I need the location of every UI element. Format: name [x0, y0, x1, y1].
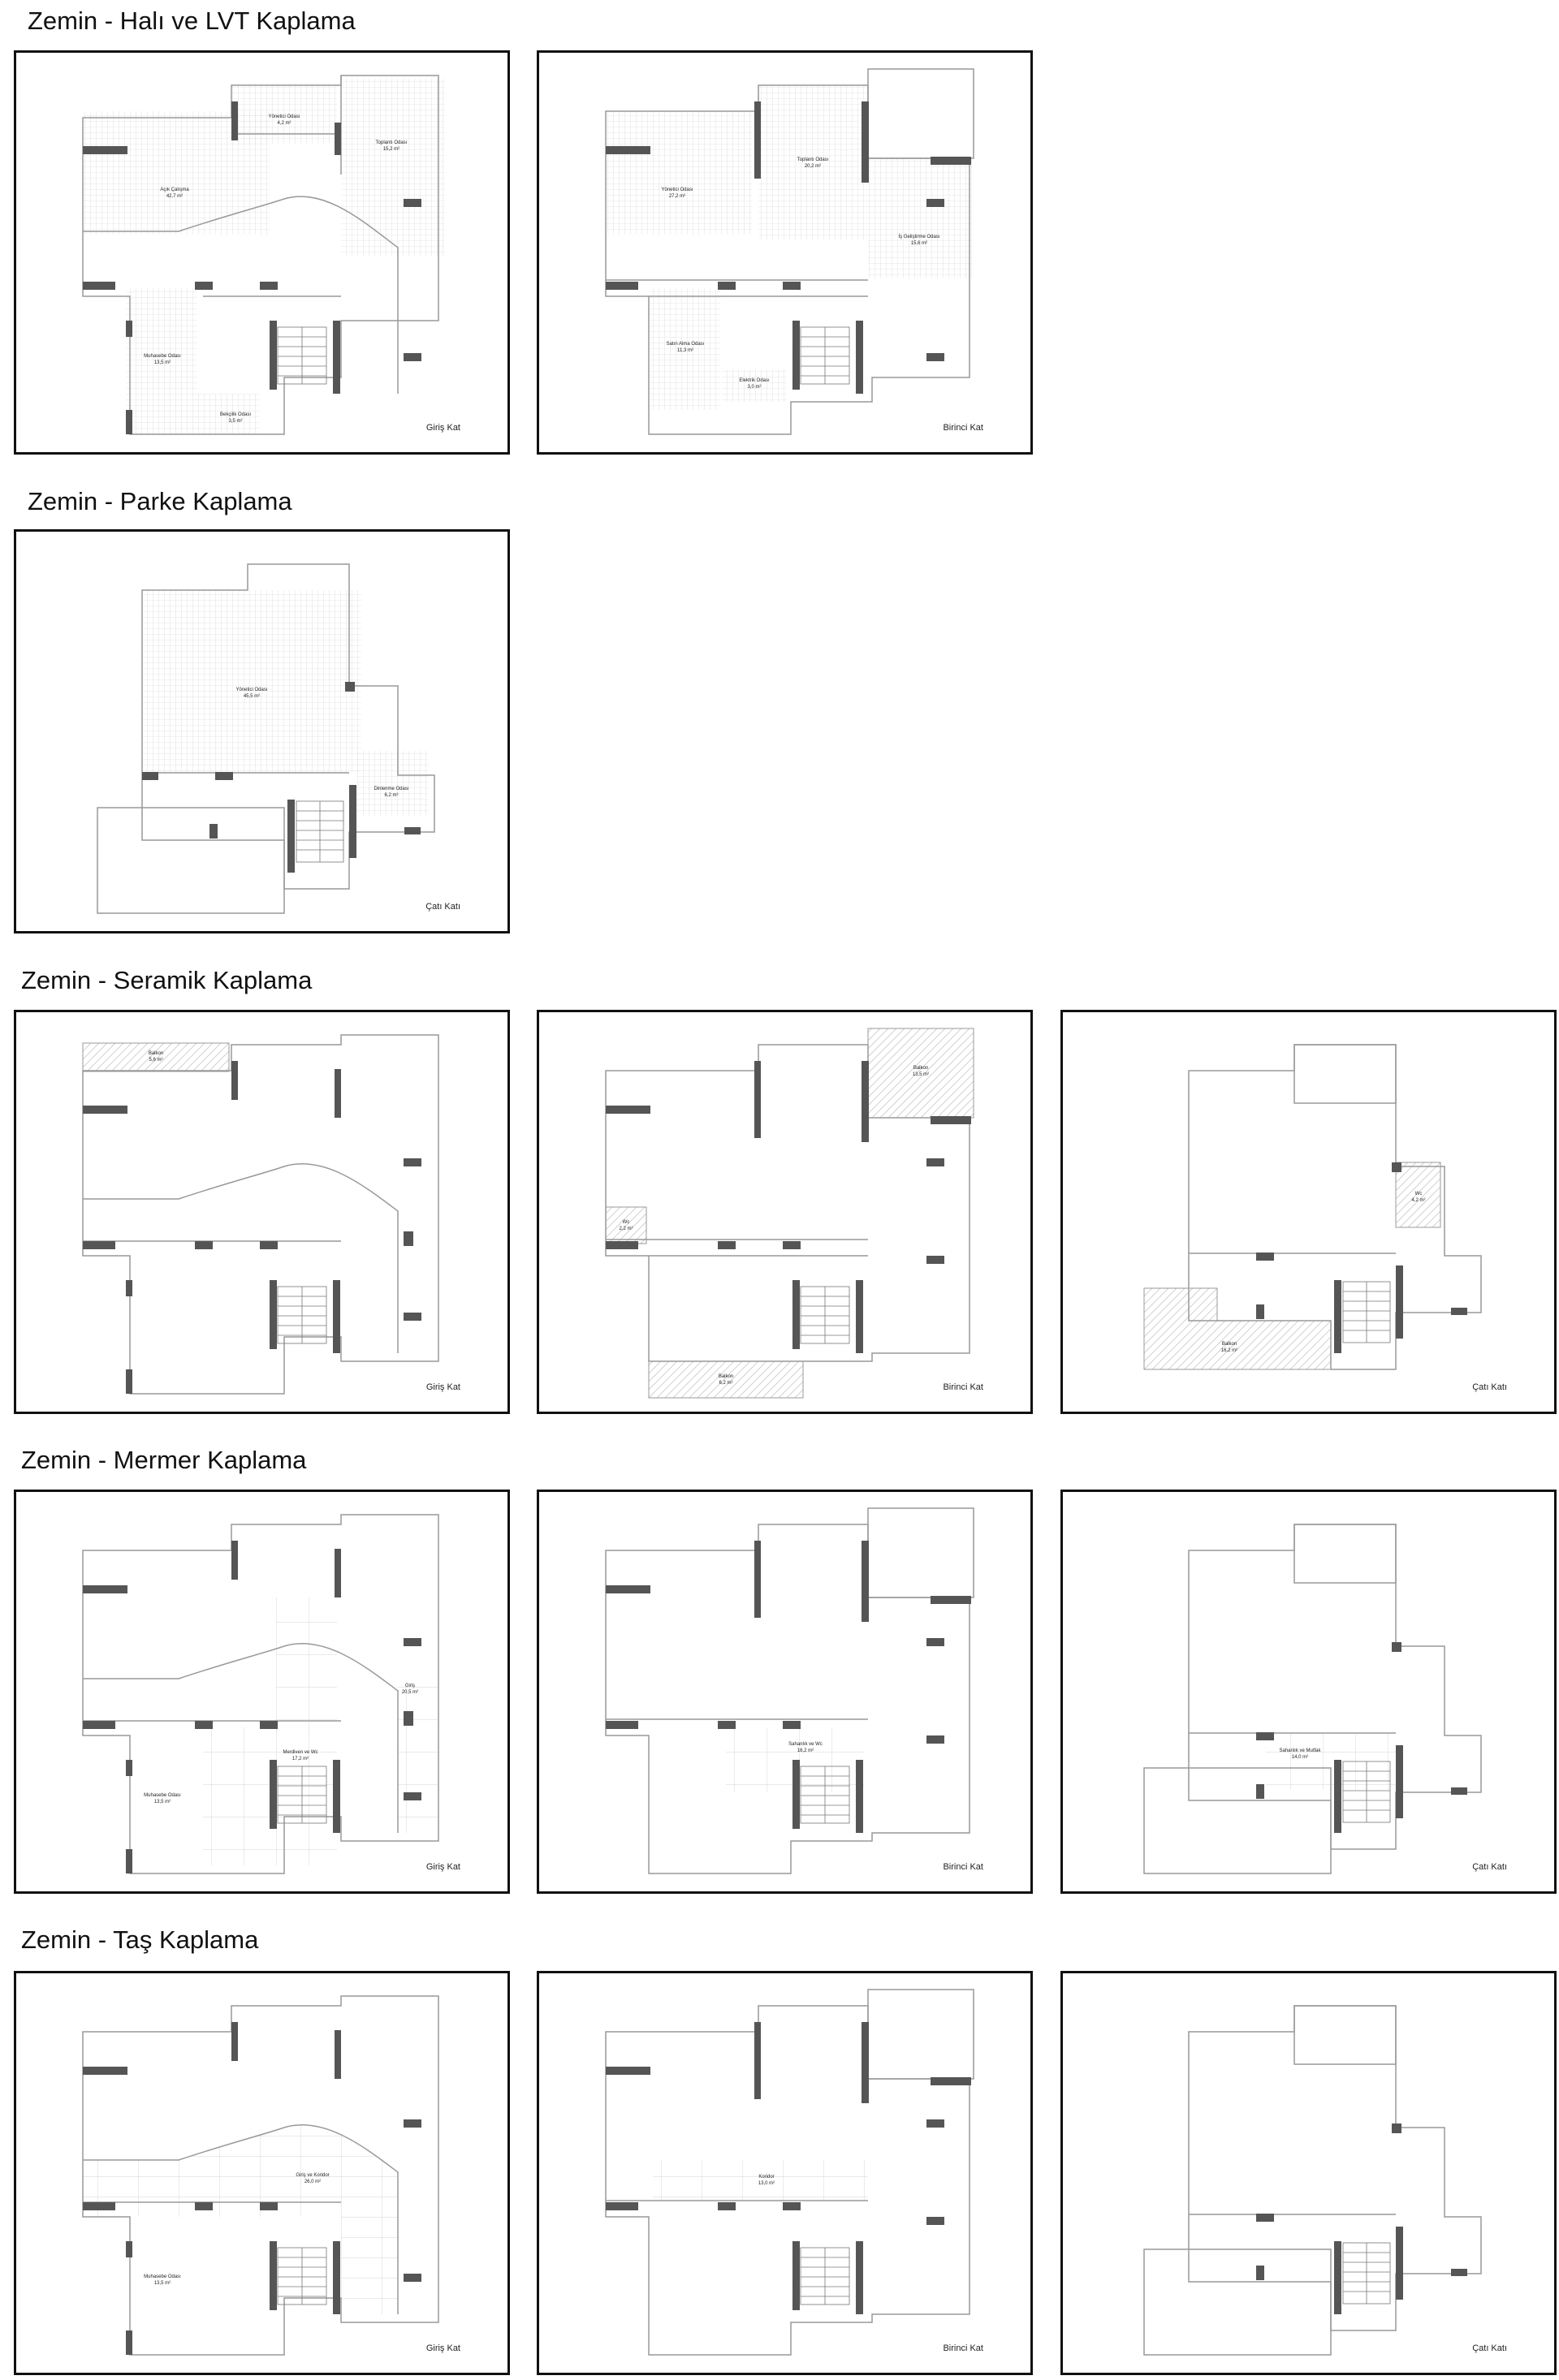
- svg-text:Muhasebe Odası: Muhasebe Odası: [144, 1793, 181, 1798]
- floor-plan-drawing: [1063, 1012, 1554, 1412]
- floor-plan-drawing: [16, 1973, 507, 2373]
- plan-sheet-seramik-cati: [1060, 1010, 1557, 1414]
- svg-text:15,2 m²: 15,2 m²: [382, 147, 400, 152]
- floor-plan-drawing: [539, 1012, 1030, 1412]
- svg-text:13,0 m²: 13,0 m²: [758, 2181, 775, 2186]
- svg-text:2,2 m²: 2,2 m²: [619, 1227, 633, 1231]
- svg-text:15,6 m²: 15,6 m²: [910, 241, 928, 246]
- floor-label: Çatı Katı: [1472, 1382, 1507, 1392]
- section-title-seramik: Zemin - Seramik Kaplama: [21, 966, 313, 994]
- plan-sheet-mermer-giris: [14, 1490, 510, 1894]
- svg-text:Sahanlık ve Mutfak: Sahanlık ve Mutfak: [1279, 1748, 1321, 1753]
- floor-label: Giriş Kat: [425, 2343, 460, 2353]
- svg-text:Giriş: Giriş: [404, 1684, 416, 1688]
- svg-text:Elektrik Odası: Elektrik Odası: [739, 378, 770, 383]
- svg-text:Açık Çalışma: Açık Çalışma: [160, 188, 189, 192]
- floor-plan-drawing: [16, 1012, 507, 1412]
- plan-sheet-seramik-giris: [14, 1010, 510, 1414]
- svg-text:Balkon: Balkon: [913, 1066, 929, 1071]
- svg-text:3,5 m²: 3,5 m²: [228, 419, 243, 424]
- svg-text:42,7 m²: 42,7 m²: [166, 194, 184, 199]
- section-title-parke: Zemin - Parke Kaplama: [28, 487, 292, 515]
- floor-label: Birinci Kat: [943, 1382, 983, 1392]
- floor-plan-drawing: [1063, 1492, 1554, 1891]
- floor-plan-drawing: [539, 53, 1030, 452]
- floor-label: Çatı Katı: [1472, 2343, 1507, 2353]
- svg-text:Muhasebe Odası: Muhasebe Odası: [144, 2274, 181, 2279]
- floor-plan-drawing: [1063, 1973, 1554, 2373]
- svg-text:Bekçilik Odası: Bekçilik Odası: [219, 412, 252, 417]
- svg-text:Yönetici Odası: Yönetici Odası: [268, 114, 300, 119]
- svg-text:Balkon: Balkon: [1221, 1342, 1237, 1347]
- svg-text:20,2 m²: 20,2 m²: [804, 164, 822, 169]
- svg-text:4,2 m²: 4,2 m²: [1411, 1198, 1426, 1203]
- svg-text:20,5 m²: 20,5 m²: [401, 1690, 419, 1695]
- svg-text:13,5 m²: 13,5 m²: [912, 1072, 930, 1077]
- svg-text:Muhasebe Odası: Muhasebe Odası: [144, 354, 181, 359]
- floor-label: Birinci Kat: [943, 2343, 983, 2353]
- svg-text:Sahanlık ve Wc: Sahanlık ve Wc: [788, 1742, 823, 1747]
- plan-sheet-parke-cati: [14, 529, 510, 933]
- floor-label: Giriş Kat: [425, 1382, 460, 1392]
- svg-text:16,2 m²: 16,2 m²: [1220, 1348, 1238, 1353]
- svg-text:27,2 m²: 27,2 m²: [668, 194, 686, 199]
- svg-text:Toplantı Odası: Toplantı Odası: [375, 140, 408, 145]
- section-title-hali-lvt: Zemin - Halı ve LVT Kaplama: [28, 6, 356, 35]
- floor-plan-drawing: [539, 1973, 1030, 2373]
- svg-text:Toplantı Odası: Toplantı Odası: [797, 157, 829, 162]
- svg-text:17,2 m²: 17,2 m²: [292, 1757, 309, 1761]
- floor-plan-drawing: [16, 1492, 507, 1891]
- floor-label: Giriş Kat: [425, 1862, 460, 1872]
- svg-text:6,2 m²: 6,2 m²: [384, 793, 399, 798]
- section-title-mermer: Zemin - Mermer Kaplama: [21, 1446, 307, 1474]
- svg-text:Yönetici Odası: Yönetici Odası: [661, 188, 693, 192]
- plan-sheet-tas-giris: [14, 1971, 510, 2375]
- svg-text:13,5 m²: 13,5 m²: [153, 360, 171, 365]
- floor-label: Çatı Katı: [425, 902, 460, 912]
- svg-text:Balkon: Balkon: [718, 1374, 734, 1379]
- svg-text:14,0 m²: 14,0 m²: [1291, 1755, 1309, 1760]
- svg-text:6,2 m²: 6,2 m²: [719, 1381, 733, 1386]
- plan-sheet-hali-giris: [14, 50, 510, 455]
- svg-text:Wc: Wc: [1414, 1192, 1423, 1196]
- svg-text:45,5 m²: 45,5 m²: [243, 694, 261, 699]
- floor-plan-drawing: [539, 1492, 1030, 1891]
- plan-sheet-mermer-birinci: [537, 1490, 1033, 1894]
- svg-text:16,2 m²: 16,2 m²: [797, 1748, 814, 1753]
- svg-text:İş Geliştirme Odası: İş Geliştirme Odası: [898, 235, 940, 239]
- svg-text:5,6 m²: 5,6 m²: [149, 1058, 163, 1063]
- plan-sheet-tas-birinci: [537, 1971, 1033, 2375]
- svg-text:Merdiven ve Wc: Merdiven ve Wc: [283, 1750, 318, 1755]
- svg-text:Koridor: Koridor: [758, 2175, 775, 2180]
- svg-text:4,2 m²: 4,2 m²: [277, 121, 292, 126]
- svg-text:11,3 m²: 11,3 m²: [677, 348, 693, 353]
- svg-text:13,5 m²: 13,5 m²: [153, 2281, 171, 2286]
- svg-text:Wc: Wc: [622, 1220, 630, 1225]
- floor-label: Birinci Kat: [943, 423, 983, 433]
- svg-text:Yönetici Odası: Yönetici Odası: [235, 688, 268, 692]
- section-title-tas: Zemin - Taş Kaplama: [21, 1925, 259, 1954]
- svg-text:13,5 m²: 13,5 m²: [153, 1800, 171, 1804]
- floor-plan-drawing: [16, 532, 507, 931]
- plan-sheet-hali-birinci: [537, 50, 1033, 455]
- floor-label: Çatı Katı: [1472, 1862, 1507, 1872]
- svg-text:Balkon: Balkon: [148, 1051, 164, 1056]
- svg-text:3,0 m²: 3,0 m²: [747, 385, 762, 390]
- plan-sheet-mermer-cati: [1060, 1490, 1557, 1894]
- svg-text:Dinlenme Odası: Dinlenme Odası: [374, 787, 409, 791]
- svg-text:Giriş ve Koridor: Giriş ve Koridor: [296, 2173, 330, 2178]
- plan-sheet-seramik-birinci: [537, 1010, 1033, 1414]
- svg-text:Satın Alma Odası: Satın Alma Odası: [666, 342, 705, 347]
- floor-label: Giriş Kat: [425, 423, 460, 433]
- floor-label: Birinci Kat: [943, 1862, 983, 1872]
- svg-text:26,0 m²: 26,0 m²: [304, 2180, 322, 2184]
- plan-sheet-tas-cati: [1060, 1971, 1557, 2375]
- floor-plan-drawing: [16, 53, 507, 452]
